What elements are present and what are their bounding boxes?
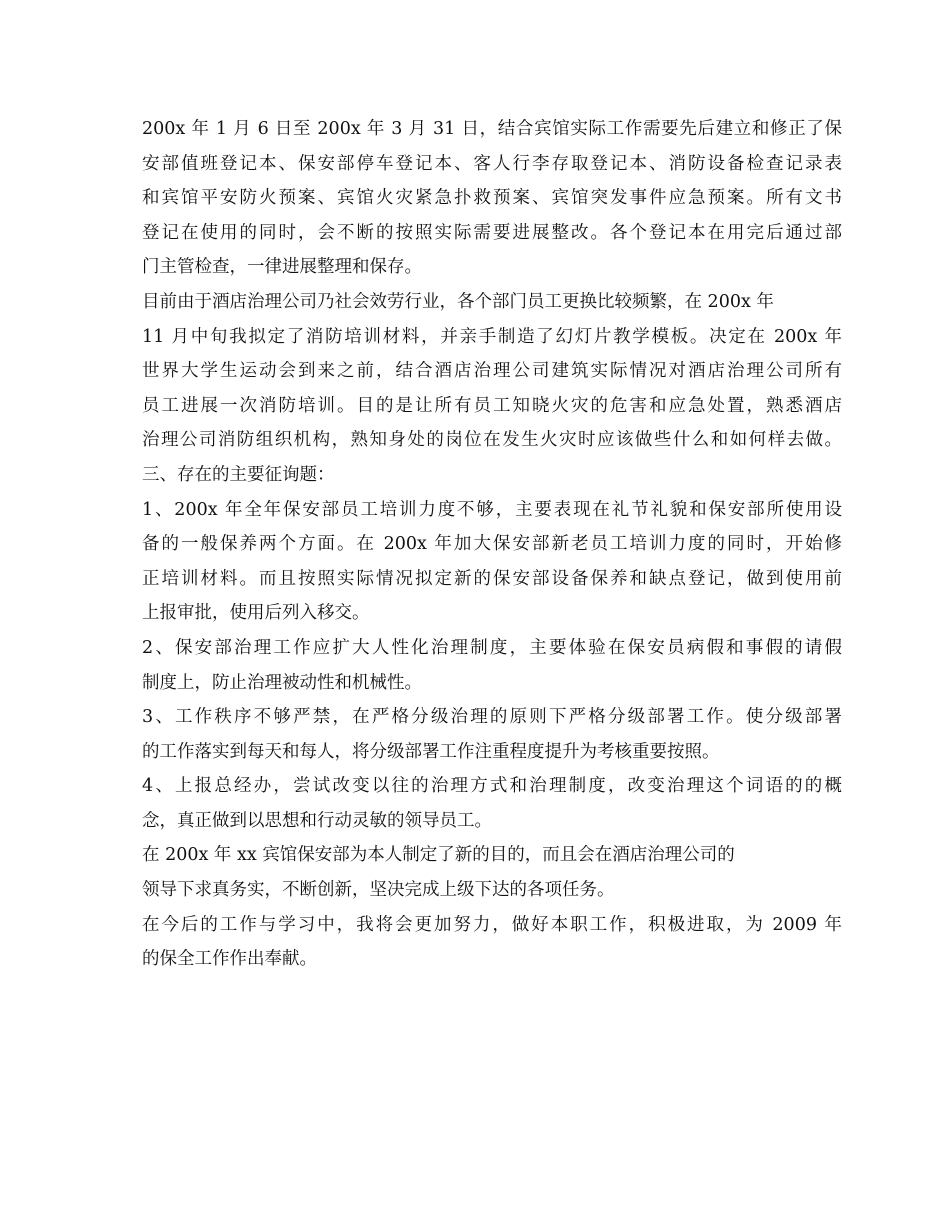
text-line: 治理公司消防组织机构，熟知身处的岗位在发生火灾时应该做些什么和如何样去做。: [142, 430, 842, 451]
text-line: 在今后的工作与学习中，我将会更加努力，做好本职工作，积极进取，为 2009 年: [142, 914, 842, 935]
text-line: 4、上报总经办，尝试改变以往的治理方式和治理制度，改变治理这个词语的的概: [142, 776, 842, 797]
text-line: 3、工作秩序不够严禁，在严格分级治理的原则下严格分级部署工作。使分级部署: [142, 707, 842, 728]
text-line: 和宾馆平安防火预案、宾馆火灾紧急扑救预案、宾馆突发事件应急预案。所有文书: [142, 188, 842, 209]
text-line: 念，真正做到以思想和行动灵敏的领导员工。: [142, 810, 492, 831]
text-line: 11 月中旬我拟定了消防培训材料，并亲手制造了幻灯片教学模板。决定在 200x 年: [142, 326, 842, 347]
text-line: 正培训材料。而且按照实际情况拟定新的保安部设备保养和缺点登记，做到使用前: [142, 568, 842, 589]
text-line: 备的一般保养两个方面。在 200x 年加大保安部新老员工培训力度的同时，开始修: [142, 534, 842, 555]
document-body: [142, 112, 842, 977]
text-line: 2、保安部治理工作应扩大人性化治理制度，主要体验在保安员病假和事假的请假: [142, 637, 842, 658]
text-line: 1、200x 年全年保安部员工培训力度不够，主要表现在礼节礼貌和保安部所使用设: [142, 499, 842, 520]
text-line: 在 200x 年 xx 宾馆保安部为本人制定了新的目的，而且会在酒店治理公司的: [142, 845, 735, 866]
text-line: 200x 年 1 月 6 日至 200x 年 3 月 31 日，结合宾馆实际工作需要先后建立和修正了保: [142, 119, 842, 139]
text-line: 领导下求真务实，不断创新，坚决完成上级下达的各项任务。: [142, 880, 615, 901]
text-line: 目前由于酒店治理公司乃社会效劳行业，各个部门员工更换比较频繁，在 200x 年: [142, 291, 774, 312]
text-line: 登记在使用的同时，会不断的按照实际需要进展整改。各个登记本在用完后通过部: [142, 222, 842, 243]
section-heading: 三、存在的主要征询题：: [142, 464, 335, 485]
text-line: 门主管检查，一律进展整理和保存。: [142, 257, 422, 278]
text-line: 员工进展一次消防培训。目的是让所有员工知晓火灾的危害和应急处置，熟悉酒店: [142, 395, 842, 416]
text-line: 安部值班登记本、保安部停车登记本、客人行李存取登记本、消防设备检查记录表: [142, 153, 842, 174]
text-line: 世界大学生运动会到来之前，结合酒店治理公司建筑实际情况对酒店治理公司所有: [142, 361, 842, 382]
text-line: 的工作落实到每天和每人，将分级部署工作注重程度提升为考核重要按照。: [142, 741, 720, 762]
text-line: 制度上，防止治理被动性和机械性。: [142, 672, 422, 693]
text-line: 的保全工作作出奉献。: [142, 949, 317, 970]
text-line: 上报审批，使用后列入移交。: [142, 603, 370, 624]
